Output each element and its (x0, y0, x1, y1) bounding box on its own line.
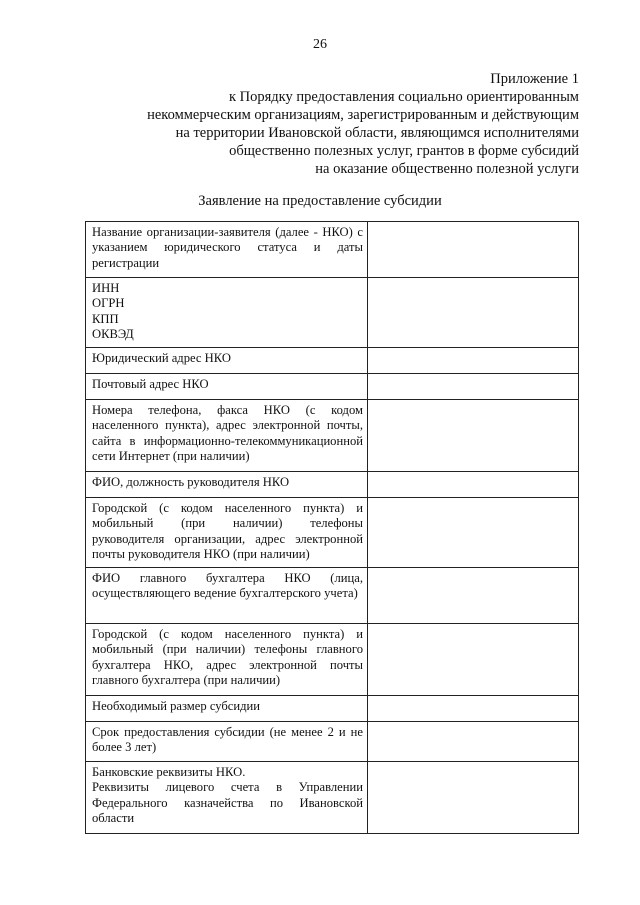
row-label-registration-codes (86, 278, 368, 348)
row-label-legal-address: Юридический адрес НКО (86, 348, 368, 374)
row-value-director[interactable] (368, 472, 579, 498)
row-label-bank-details (86, 762, 368, 834)
row-value-contacts[interactable] (368, 400, 579, 472)
appendix-line: на оказание общественно полезной услуги (315, 161, 579, 177)
table-row (86, 472, 579, 498)
table-row (86, 222, 579, 278)
row-value-bank-details[interactable] (368, 762, 579, 834)
table-row (86, 498, 579, 568)
row-label-director: ФИО, должность руководителя НКО (86, 472, 368, 498)
row-value-organization-name[interactable] (368, 222, 579, 278)
form-title: Заявление на предоставление субсидии (198, 193, 442, 209)
okved-label: ОКВЭД (92, 327, 134, 342)
table-row (86, 624, 579, 696)
table-row (86, 348, 579, 374)
application-form-table (85, 221, 579, 834)
row-label-chief-accountant: ФИО главного бухгалтера НКО (лица, осуществляющего ведение бухгалтерского учета) (86, 568, 368, 624)
appendix-line: к Порядку предоставления социально ориентированным (228, 89, 579, 105)
row-value-director-phones[interactable] (368, 498, 579, 568)
row-label-postal-address: Почтовый адрес НКО (86, 374, 368, 400)
table-row (86, 762, 579, 834)
page-number: 26 (313, 37, 327, 52)
row-value-accountant-phones[interactable] (368, 624, 579, 696)
row-value-subsidy-term[interactable] (368, 722, 579, 762)
appendix-line: некоммерческим организациям, зарегистрированным и действующим (147, 107, 579, 123)
row-label-subsidy-term: Срок предоставления субсидии (не менее 2 и не более 3 лет) (86, 722, 368, 762)
ogrn-label: ОГРН (92, 296, 125, 311)
inn-label: ИНН (92, 281, 120, 295)
kpp-label: КПП (92, 311, 119, 326)
row-label-accountant-phones: Городской (с кодом населенного пункта) и мобильный (при наличии) телефоны главного бухгалтера НКО, адрес электронной почты главного бухгалтера (при наличии) (86, 624, 368, 696)
table-row (86, 568, 579, 624)
appendix-line: на территории Ивановской области, являющимся исполнителями (175, 125, 579, 141)
row-value-registration-codes[interactable] (368, 278, 579, 348)
appendix-header (59, 70, 579, 178)
bank-details-heading: Банковские реквизиты НКО. (92, 765, 246, 779)
appendix-line: Приложение 1 (490, 71, 579, 87)
table-row (86, 696, 579, 722)
table-row (86, 722, 579, 762)
row-label-organization-name: Название организации-заявителя (далее - НКО) с указанием юридического статуса и даты регистрации (86, 222, 368, 278)
row-value-postal-address[interactable] (368, 374, 579, 400)
table-row (86, 400, 579, 472)
row-value-legal-address[interactable] (368, 348, 579, 374)
row-label-contacts: Номера телефона, факса НКО (с кодом населенного пункта), адрес электронной почты, сайта в информационно-телекоммуникационной сети Интернет (при наличии) (86, 400, 368, 472)
treasury-account-text: Реквизиты лицевого счета в Управлении Федерального казначейства по Ивановской области (92, 780, 363, 826)
row-label-subsidy-amount: Необходимый размер субсидии (86, 696, 368, 722)
appendix-line: общественно полезных услуг, грантов в форме субсидий (229, 143, 579, 159)
row-value-chief-accountant[interactable] (368, 568, 579, 624)
table-row (86, 278, 579, 348)
table-row (86, 374, 579, 400)
row-value-subsidy-amount[interactable] (368, 696, 579, 722)
row-label-director-phones: Городской (с кодом населенного пункта) и мобильный (при наличии) телефоны руководителя организации, адрес электронной почты руководителя НКО (при наличии) (86, 498, 368, 568)
